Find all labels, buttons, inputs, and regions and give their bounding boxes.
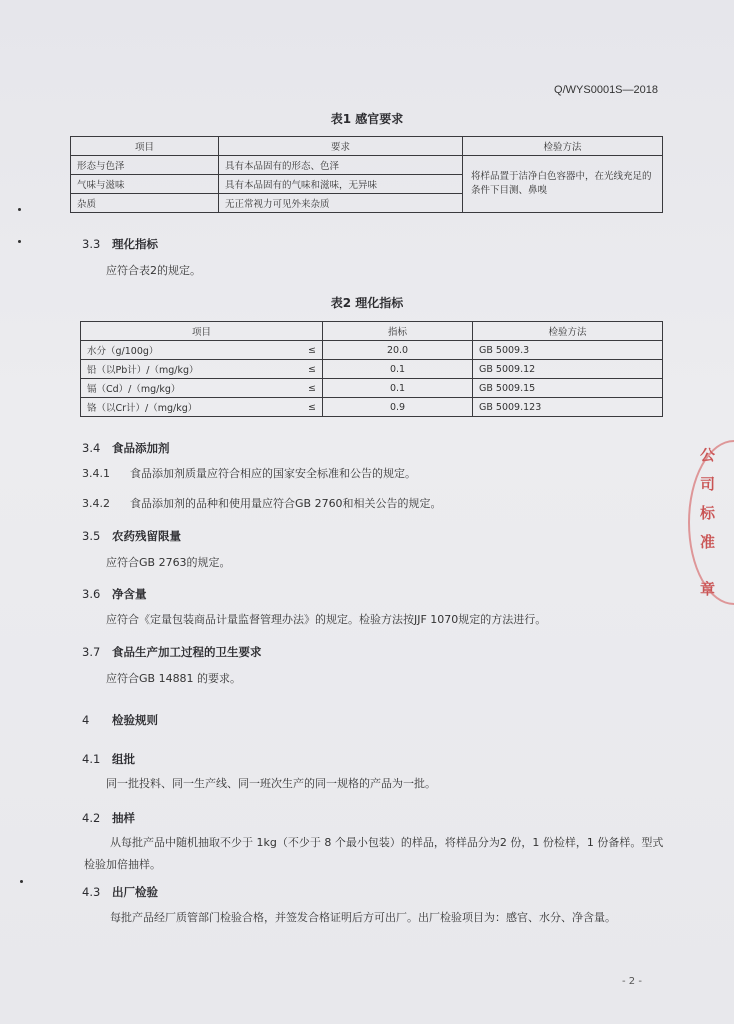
section-number: 3.3 [82,237,101,251]
table2-symbol: ≤ [301,379,323,398]
table1-sensory-requirements [70,136,663,213]
section-3-4-1 [82,463,416,485]
table1-caption: 表1 感官要求 [330,112,404,126]
section-4-2-heading [82,810,135,826]
table2-header-method: 检验方法 [473,322,663,341]
section-4-3-heading [82,884,158,900]
section-3-7-text: 应符合GB 14881 的要求。 [106,672,242,685]
section-number: 3.4 [82,441,101,455]
table2-value: 0.1 [323,360,473,379]
section-4-2-text: 从每批产品中随机抽取不少于 1kg（不少于 8 个最小包装）的样品，将样品分为2 份，1 份检样，1 份备样。型式检验加倍抽样。 [84,836,664,871]
table2-value: 0.1 [323,379,473,398]
table2-value: 20.0 [323,341,473,360]
stamp-char: 司 [700,475,716,493]
company-seal-stamp [700,440,734,610]
section-title: 组批 [112,752,136,766]
table1-method: 将样品置于洁净白色容器中，在光线充足的条件下目测、鼻嗅 [463,156,663,213]
section-number: 3.4.2 [82,497,110,510]
table-row [81,341,663,360]
document-number: Q/WYS0001S—2018 [554,84,658,96]
section-4-heading [82,712,158,728]
table-row [71,156,663,175]
section-title: 检验规则 [112,713,159,727]
binding-dot [18,240,21,243]
table-row [81,379,663,398]
section-number: 3.7 [82,645,101,659]
section-title: 理化指标 [112,237,159,251]
section-3-3-text: 应符合表2的规定。 [106,264,201,277]
section-number: 3.4.1 [82,467,110,480]
table2-caption: 表2 理化指标 [330,296,404,310]
table1-requirement: 具有本品固有的形态、色泽 [219,156,463,175]
table1-header-method: 检验方法 [463,137,663,156]
section-3-4-heading [82,440,170,456]
section-text: 食品添加剂质量应符合相应的国家安全标准和公告的规定。 [130,467,416,480]
section-title: 抽样 [112,811,136,825]
table-row [81,360,663,379]
section-4-1-heading [82,751,135,767]
table1-item: 杂质 [71,194,219,213]
section-3-6-text: 应符合《定量包装商品计量监督管理办法》的规定。检验方法按JJF 1070规定的方法进行。 [106,613,547,626]
section-3-5-text: 应符合GB 2763的规定。 [106,556,231,569]
section-4-3-text: 每批产品经厂质管部门检验合格，并签发合格证明后方可出厂。出厂检验项目为：感官、水分、净含量。 [110,911,616,924]
section-number: 4.1 [82,752,101,766]
section-3-6-heading [82,586,147,602]
table2-header-indicator: 指标 [323,322,473,341]
table2-header-row [81,322,663,341]
section-3-7-heading [82,644,262,660]
binding-dot [20,880,23,883]
table1-item: 气味与滋味 [71,175,219,194]
section-3-5-heading [82,528,181,544]
table2-method: GB 5009.3 [473,341,663,360]
table2-physicochemical-indicators [80,321,663,417]
section-number: 4 [82,713,90,727]
table2-item: 镉（Cd）/（mg/kg） [81,379,301,398]
section-title: 食品生产加工过程的卫生要求 [112,645,262,659]
table2-method: GB 5009.15 [473,379,663,398]
page-number: - 2 - [622,976,642,987]
table2-header-item: 项目 [81,322,323,341]
table1-requirement: 具有本品固有的气味和滋味，无异味 [219,175,463,194]
section-4-1-text: 同一批投料、同一生产线、同一班次生产的同一规格的产品为一批。 [106,777,436,790]
section-title: 净含量 [112,587,147,601]
stamp-char: 章 [700,580,716,598]
table2-item: 水分（g/100g） [81,341,301,360]
section-3-3-heading [82,236,158,252]
table2-item: 铬（以Cr计）/（mg/kg） [81,398,301,417]
section-title: 农药残留限量 [112,529,182,543]
table-row [81,398,663,417]
table1-header-requirement: 要求 [219,137,463,156]
table2-symbol: ≤ [301,398,323,417]
section-title: 出厂检验 [112,885,159,899]
section-3-4-2 [82,493,442,515]
table1-header-row [71,137,663,156]
section-text: 食品添加剂的品种和使用量应符合GB 2760和相关公告的规定。 [130,497,442,510]
section-number: 3.6 [82,587,101,601]
stamp-char: 标 [700,504,716,522]
table2-symbol: ≤ [301,341,323,360]
section-number: 4.2 [82,811,101,825]
section-number: 4.3 [82,885,101,899]
table1-header-item: 项目 [71,137,219,156]
stamp-char: 公 [700,446,716,464]
stamp-ring [688,440,734,605]
section-title: 食品添加剂 [112,441,170,455]
table1-item: 形态与色泽 [71,156,219,175]
table2-value: 0.9 [323,398,473,417]
table2-method: GB 5009.12 [473,360,663,379]
stamp-char: 准 [700,533,716,551]
table1-requirement: 无正常视力可见外来杂质 [219,194,463,213]
table2-item: 铅（以Pb计）/（mg/kg） [81,360,301,379]
table2-symbol: ≤ [301,360,323,379]
section-number: 3.5 [82,529,101,543]
binding-dot [18,208,21,211]
table2-method: GB 5009.123 [473,398,663,417]
